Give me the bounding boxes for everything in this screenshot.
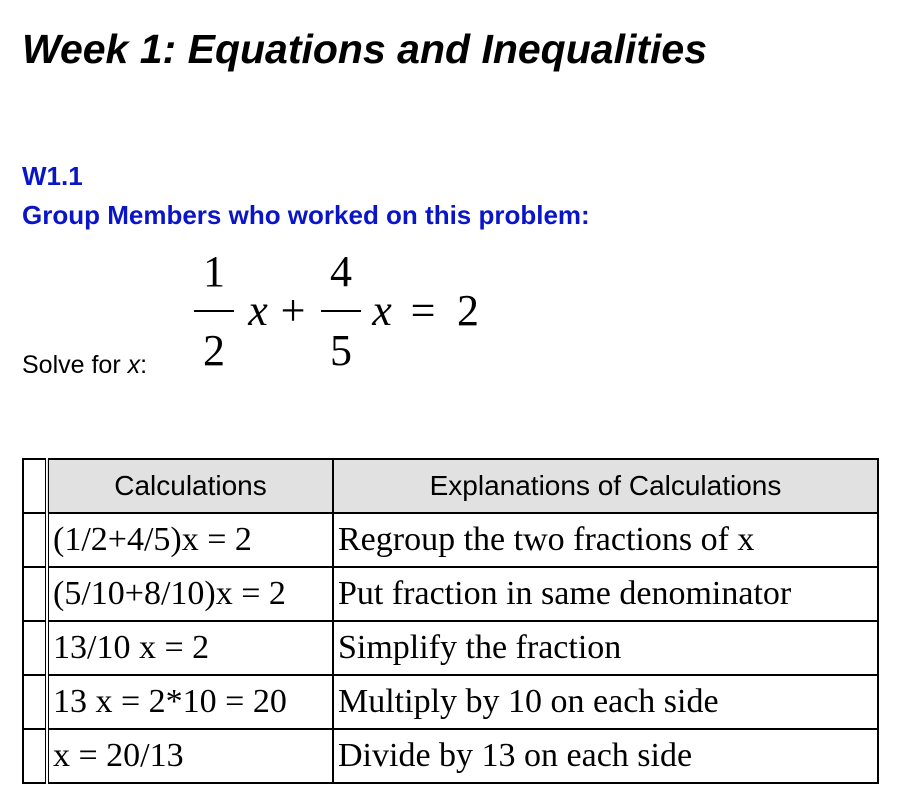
- calculation-cell: (1/2+4/5)x = 2: [47, 513, 333, 567]
- group-members-label: Group Members who worked on this problem:: [22, 200, 590, 230]
- solve-variable: x: [127, 351, 141, 379]
- calculation-cell: 13 x = 2*10 = 20: [47, 675, 333, 729]
- header-explanations: Explanations of Calculations: [333, 459, 878, 513]
- calculations-table: [22, 458, 879, 784]
- row-marker: [23, 621, 47, 675]
- term2-variable: x: [372, 286, 392, 335]
- solve-suffix: :: [140, 351, 148, 379]
- row-marker: [23, 513, 47, 567]
- row-marker: [23, 567, 47, 621]
- explanation-cell: Multiply by 10 on each side: [333, 675, 878, 729]
- table-row: [23, 513, 878, 567]
- table-row: [23, 621, 878, 675]
- row-marker: [23, 729, 47, 783]
- term1-variable: x: [248, 286, 268, 335]
- table-row: [23, 675, 878, 729]
- table-row: [23, 567, 878, 621]
- explanation-cell: Simplify the fraction: [333, 621, 878, 675]
- equals-sign: =: [410, 286, 436, 335]
- term2-numerator: 4: [330, 248, 352, 296]
- term2-denominator: 5: [330, 326, 352, 373]
- explanation-cell: Put fraction in same denominator: [333, 567, 878, 621]
- header-calculations: Calculations: [47, 459, 333, 513]
- row-marker: [23, 675, 47, 729]
- plus-operator: +: [280, 286, 306, 335]
- calculation-cell: x = 20/13: [47, 729, 333, 783]
- row-marker: [23, 459, 47, 513]
- table-header-row: [23, 459, 878, 513]
- term1-numerator: 1: [203, 248, 225, 296]
- explanation-cell: Divide by 13 on each side: [333, 729, 878, 783]
- page-title: Week 1: Equations and Inequalities: [22, 26, 708, 72]
- rhs-value: 2: [457, 286, 479, 335]
- problem-id: W1.1: [22, 161, 83, 191]
- solve-prefix: Solve for: [22, 351, 128, 379]
- explanation-cell: Regroup the two fractions of x: [333, 513, 878, 567]
- calculation-cell: 13/10 x = 2: [47, 621, 333, 675]
- calculation-cell: (5/10+8/10)x = 2: [47, 567, 333, 621]
- equation: [186, 248, 496, 373]
- term1-denominator: 2: [203, 326, 225, 373]
- table-row: [23, 729, 878, 783]
- solve-for-label: [22, 350, 147, 380]
